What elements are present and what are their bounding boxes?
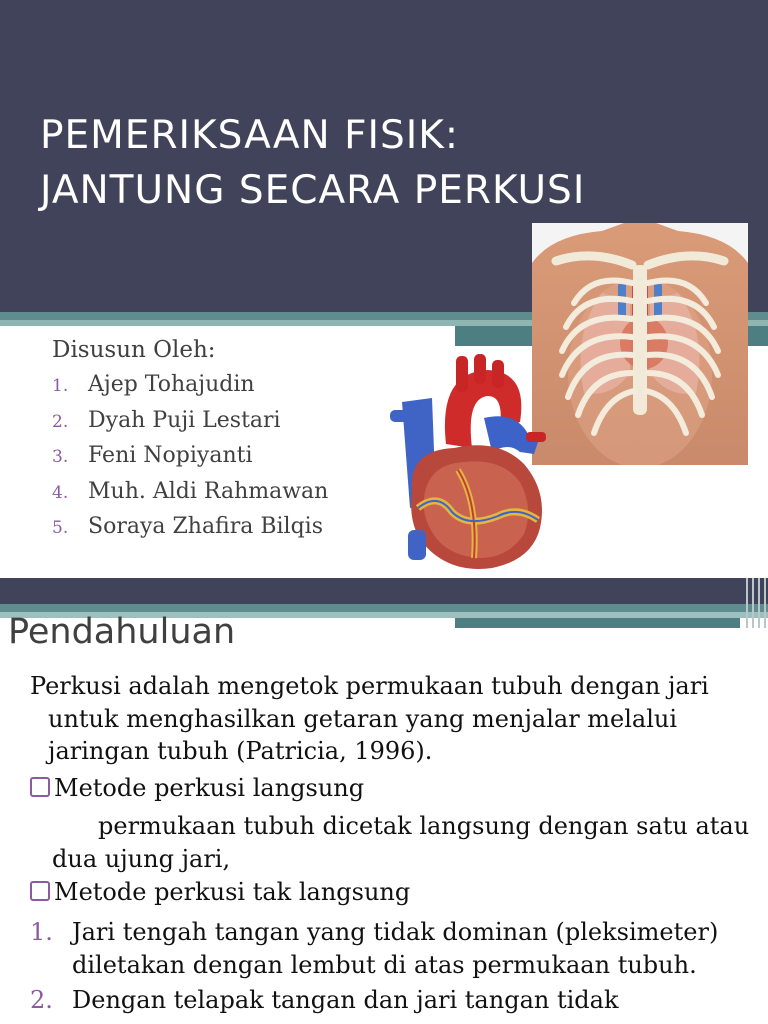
author-name: Dyah Puji Lestari	[88, 407, 281, 433]
bullet-label: Metode perkusi langsung	[54, 774, 365, 802]
description-line: permukaan tubuh dicetak langsung dengan satu atau	[98, 812, 750, 840]
bullet-indirect-method	[30, 878, 410, 906]
list-text: diletakan dengan lembut di atas permukaan tubuh.	[72, 951, 697, 979]
authors-block	[52, 336, 328, 546]
author-name: Muh. Aldi Rahmawan	[88, 478, 329, 504]
list-item	[52, 368, 328, 404]
section-title: Pendahuluan	[8, 612, 236, 652]
chest-anatomy-image	[532, 223, 748, 465]
decorative-bars	[744, 578, 768, 628]
list-item	[52, 510, 328, 546]
list-number: 2.	[30, 986, 53, 1014]
description-line: dua ujung jari,	[52, 845, 231, 873]
slide2-header-stripe	[0, 604, 768, 612]
slide-title	[40, 108, 585, 218]
list-text: Dengan telapak tangan dan jari tangan tidak	[72, 986, 619, 1014]
bullet-direct-method	[30, 774, 364, 802]
checkbox-bullet-icon	[30, 777, 50, 797]
bullet-description	[52, 810, 762, 876]
list-number: 4.	[52, 482, 69, 503]
checkbox-bullet-icon	[30, 881, 50, 901]
list-item	[52, 475, 328, 511]
slide2-header-stripe-accent	[455, 618, 740, 628]
list-number: 1.	[30, 918, 53, 946]
slide-footer-band	[0, 578, 768, 604]
intro-paragraph	[30, 670, 760, 768]
authors-list	[52, 368, 328, 546]
slide-title-line-1: PEMERIKSAAN FISIK:	[40, 113, 460, 158]
list-item	[52, 439, 328, 475]
author-name: Feni Nopiyanti	[88, 443, 253, 468]
bullet-label: Metode perkusi tak langsung	[54, 878, 411, 906]
authors-label: Disusun Oleh:	[52, 337, 216, 363]
intro-line: Perkusi adalah mengetok permukaan tubuh dengan jari	[30, 672, 709, 700]
heart-illustration	[388, 352, 548, 574]
author-name: Ajep Tohajudin	[88, 372, 255, 397]
list-item	[30, 984, 750, 1017]
list-number: 1.	[52, 376, 69, 396]
list-text: Jari tengah tangan yang tidak dominan (pleksimeter)	[72, 918, 719, 946]
list-number: 5.	[52, 518, 69, 538]
list-item	[30, 916, 750, 982]
list-item	[52, 404, 328, 440]
author-name: Soraya Zhafira Bilqis	[88, 514, 324, 539]
intro-line: untuk menghasilkan getaran yang menjalar melalui	[48, 704, 678, 733]
list-number: 2.	[52, 411, 69, 432]
list-number: 3.	[52, 447, 69, 467]
intro-line: jaringan tubuh (Patricia, 1996).	[48, 737, 433, 765]
slide-title-line-2: JANTUNG SECARA PERKUSI	[40, 168, 586, 213]
